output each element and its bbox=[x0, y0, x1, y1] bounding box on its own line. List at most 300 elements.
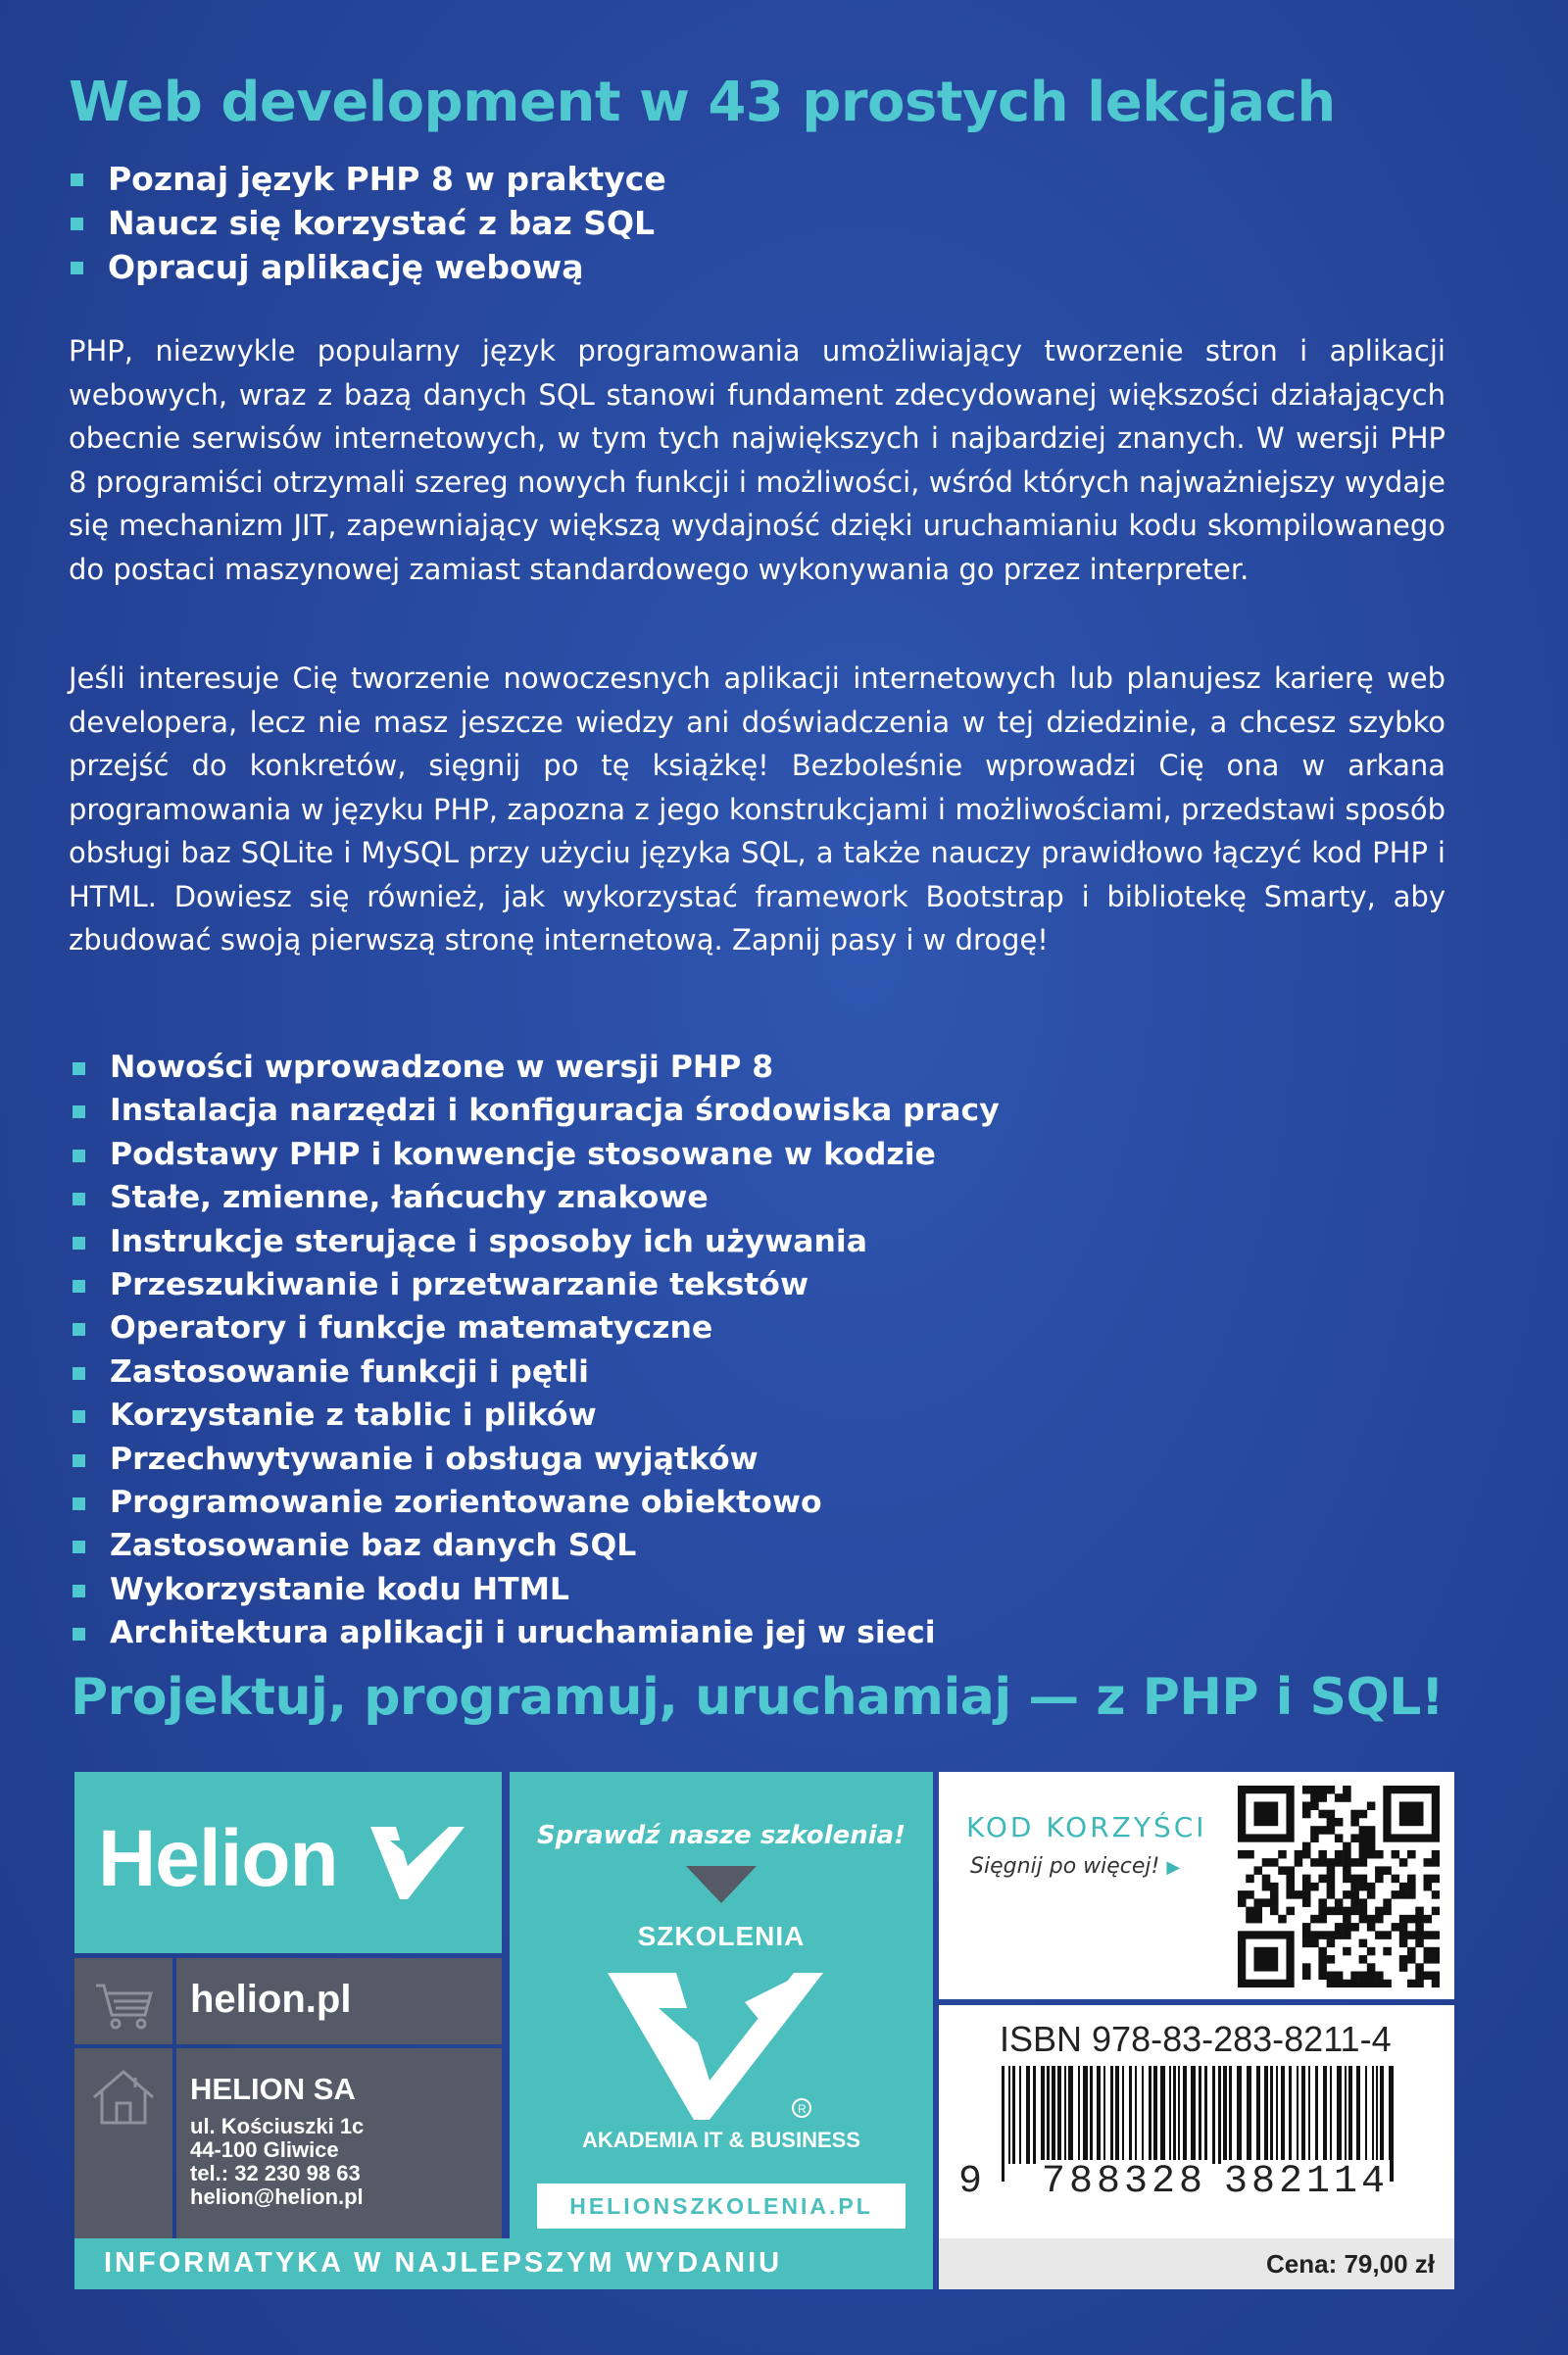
svg-text:R: R bbox=[798, 2102, 807, 2116]
publisher-address bbox=[176, 2048, 502, 2252]
qr-module bbox=[1318, 1972, 1327, 1981]
description-paragraph-1: PHP, niezwykle popularny język programowania umożliwiający tworzenie stron i aplikacji webowych, wraz z bazą danych SQL stanowi fundament zdecydowanej większości działających obecnie serwisów internetowych, w tym tych największych i najbardziej znanych. W wersji PHP 8 programiści otrzymali szereg nowych funkcji i możliwości, wśród których najważniejszy wydaje się mechanizm JIT, zapewniający większą wydajność dzięki uruchamianiu kodu skompilowanego do postaci maszynowej zamiast standardowego wykonywania go przez interpreter. bbox=[69, 334, 1446, 586]
qr-module bbox=[1399, 1858, 1408, 1867]
qr-module bbox=[1318, 1850, 1327, 1859]
list-item: Opracuj aplikację webową bbox=[69, 245, 666, 289]
qr-module bbox=[1327, 1818, 1336, 1827]
qr-module bbox=[1302, 1810, 1311, 1819]
barcode-bar bbox=[1308, 2066, 1310, 2164]
barcode-bar bbox=[1115, 2066, 1119, 2164]
qr-module bbox=[1432, 1858, 1440, 1867]
barcode-bar bbox=[1297, 2066, 1298, 2164]
qr-module bbox=[1302, 1842, 1311, 1851]
barcode-bar bbox=[1356, 2066, 1360, 2164]
benefit-code-box bbox=[939, 1772, 1454, 1999]
qr-module bbox=[1262, 1883, 1271, 1891]
qr-module bbox=[1407, 1875, 1416, 1884]
qr-module bbox=[1295, 1890, 1303, 1899]
qr-module bbox=[1392, 1923, 1400, 1932]
barcode-bar bbox=[1323, 2066, 1327, 2164]
qr-module bbox=[1367, 1850, 1376, 1859]
qr-module bbox=[1432, 1907, 1440, 1916]
qr-module bbox=[1278, 1866, 1287, 1875]
qr-module bbox=[1302, 1850, 1311, 1859]
qr-module bbox=[1350, 1883, 1359, 1891]
qr-module bbox=[1407, 1947, 1416, 1956]
barcode-bar bbox=[1103, 2066, 1105, 2164]
qr-module bbox=[1286, 1907, 1295, 1916]
qr-module bbox=[1407, 1890, 1416, 1899]
qr-module bbox=[1327, 1980, 1336, 1987]
qr-module bbox=[1359, 1972, 1368, 1981]
qr-module bbox=[1399, 1939, 1408, 1948]
qr-module bbox=[1335, 1898, 1344, 1907]
qr-module bbox=[1375, 1907, 1384, 1916]
qr-module bbox=[1367, 1963, 1376, 1972]
qr-module bbox=[1399, 1883, 1408, 1891]
qr-module bbox=[1302, 1923, 1311, 1932]
qr-module bbox=[1270, 1898, 1279, 1907]
qr-module bbox=[1432, 1875, 1440, 1884]
barcode-bar bbox=[1337, 2066, 1342, 2164]
qr-module bbox=[1424, 1883, 1433, 1891]
qr-module bbox=[1407, 1915, 1416, 1924]
qr-module bbox=[1238, 1898, 1247, 1907]
qr-module bbox=[1318, 1826, 1327, 1835]
barcode-bar bbox=[1270, 2066, 1273, 2164]
qr-module bbox=[1302, 1972, 1311, 1981]
barcode-bar bbox=[1247, 2066, 1251, 2164]
qr-module bbox=[1270, 1883, 1279, 1891]
barcode-bar bbox=[1229, 2066, 1232, 2164]
qr-module bbox=[1399, 1931, 1408, 1939]
qr-module bbox=[1318, 1907, 1327, 1916]
qr-module bbox=[1270, 1907, 1279, 1916]
address-street: ul. Kościuszki 1c bbox=[190, 2114, 365, 2138]
isbn-label: ISBN 978-83-283-8211-4 bbox=[1000, 2019, 1392, 2059]
qr-module bbox=[1295, 1850, 1303, 1859]
qr-module bbox=[1246, 1875, 1254, 1884]
list-item: Architektura aplikacji i uruchamianie jej w sieci bbox=[71, 1611, 1000, 1654]
training-url[interactable]: HELIONSZKOLENIA.PL bbox=[537, 2183, 906, 2229]
qr-module bbox=[1367, 1801, 1376, 1810]
qr-module bbox=[1310, 1786, 1319, 1794]
qr-module bbox=[1327, 1931, 1336, 1939]
barcode-bar bbox=[1122, 2066, 1124, 2164]
qr-module bbox=[1286, 1866, 1295, 1875]
list-item: Poznaj język PHP 8 w praktyce bbox=[69, 157, 666, 201]
barcode-bar bbox=[1348, 2066, 1352, 2164]
series-footer bbox=[74, 2238, 933, 2289]
qr-module bbox=[1375, 1866, 1384, 1875]
qr-module bbox=[1327, 1890, 1336, 1899]
qr-module bbox=[1359, 1907, 1368, 1916]
isbn-digits-group-1: 788328 bbox=[1041, 2160, 1207, 2204]
barcode-bar bbox=[1330, 2066, 1332, 2164]
qr-module bbox=[1367, 1947, 1376, 1956]
qr-module bbox=[1253, 1801, 1278, 1826]
qr-module bbox=[1302, 1898, 1311, 1907]
qr-module bbox=[1407, 1931, 1416, 1939]
qr-module bbox=[1343, 1931, 1351, 1939]
training-logo-icon bbox=[608, 1963, 823, 2130]
qr-module bbox=[1310, 1793, 1319, 1802]
qr-module bbox=[1399, 1890, 1408, 1899]
benefit-subtitle-text: Sięgnij po więcej! bbox=[970, 1854, 1160, 1879]
qr-module bbox=[1327, 1907, 1336, 1916]
qr-module bbox=[1238, 1890, 1247, 1899]
qr-module bbox=[1318, 1786, 1327, 1794]
barcode-bar bbox=[1276, 2066, 1278, 2164]
barcode-bar bbox=[1002, 2066, 1004, 2182]
qr-module bbox=[1335, 1818, 1344, 1827]
qr-module bbox=[1415, 1972, 1424, 1981]
list-item: Naucz się korzystać z baz SQL bbox=[69, 201, 666, 245]
qr-module bbox=[1302, 1890, 1311, 1899]
highlights-list bbox=[69, 157, 666, 289]
qr-module bbox=[1302, 1801, 1311, 1810]
barcode-bar bbox=[1090, 2066, 1093, 2164]
qr-module bbox=[1383, 1980, 1392, 1987]
list-item: Przeszukiwanie i przetwarzanie tekstów bbox=[71, 1263, 1000, 1306]
qr-module bbox=[1375, 1931, 1384, 1939]
qr-module bbox=[1383, 1866, 1392, 1875]
benefit-subtitle bbox=[970, 1854, 1180, 1879]
list-item: Programowanie zorientowane obiektowo bbox=[71, 1481, 1000, 1524]
qr-module bbox=[1270, 1858, 1279, 1867]
qr-module bbox=[1350, 1923, 1359, 1932]
qr-module bbox=[1367, 1842, 1376, 1851]
qr-module bbox=[1367, 1883, 1376, 1891]
qr-module bbox=[1278, 1915, 1287, 1924]
qr-module bbox=[1432, 1890, 1440, 1899]
qr-module bbox=[1335, 1834, 1344, 1842]
qr-module bbox=[1415, 1931, 1424, 1939]
barcode-bar bbox=[1019, 2066, 1021, 2164]
qr-module bbox=[1399, 1915, 1408, 1924]
qr-module bbox=[1302, 1939, 1311, 1948]
qr-module bbox=[1359, 1898, 1368, 1907]
qr-module bbox=[1359, 1875, 1368, 1884]
qr-module bbox=[1399, 1955, 1408, 1964]
list-item: Instalacja narzędzi i konfiguracja środowiska pracy bbox=[71, 1089, 1000, 1132]
barcode-bar bbox=[1026, 2066, 1030, 2164]
qr-module bbox=[1310, 1858, 1319, 1867]
qr-module bbox=[1310, 1915, 1319, 1924]
barcode-bar bbox=[1033, 2066, 1036, 2164]
qr-module bbox=[1350, 1818, 1359, 1827]
qr-module bbox=[1407, 1883, 1416, 1891]
qr-module bbox=[1392, 1875, 1400, 1884]
barcode-bar bbox=[1012, 2066, 1015, 2164]
book-title: Web development w 43 prostych lekcjach bbox=[69, 71, 1336, 134]
training-title: SZKOLENIA bbox=[637, 1921, 806, 1951]
qr-module bbox=[1415, 1963, 1424, 1972]
qr-module bbox=[1327, 1875, 1336, 1884]
qr-module bbox=[1432, 1980, 1440, 1987]
address-email: helion@helion.pl bbox=[190, 2184, 364, 2209]
barcode-bar bbox=[1345, 2066, 1347, 2164]
qr-module bbox=[1350, 1898, 1359, 1907]
barcode-bar bbox=[1289, 2066, 1292, 2164]
qr-module bbox=[1375, 1980, 1384, 1987]
barcode-bar bbox=[1281, 2066, 1285, 2164]
barcode-bar bbox=[1223, 2066, 1227, 2164]
list-item: Wykorzystanie kodu HTML bbox=[71, 1568, 1000, 1611]
qr-module bbox=[1383, 1931, 1392, 1939]
qr-module bbox=[1318, 1858, 1327, 1867]
qr-module bbox=[1424, 1915, 1433, 1924]
barcode-bar bbox=[1212, 2066, 1215, 2164]
barcode-bar bbox=[1097, 2066, 1101, 2164]
qr-module bbox=[1318, 1898, 1327, 1907]
qr-module bbox=[1253, 1907, 1262, 1916]
address-city: 44-100 Gliwice bbox=[190, 2137, 339, 2162]
qr-module bbox=[1318, 1793, 1327, 1802]
qr-module bbox=[1432, 1850, 1440, 1859]
barcode-bar bbox=[1047, 2066, 1050, 2164]
qr-module bbox=[1375, 1915, 1384, 1924]
qr-module bbox=[1399, 1801, 1424, 1826]
barcode-bar bbox=[1052, 2066, 1055, 2164]
isbn-digits-group-2: 382114 bbox=[1223, 2160, 1390, 2204]
qr-module bbox=[1424, 1955, 1433, 1964]
qr-module bbox=[1424, 1947, 1433, 1956]
qr-module bbox=[1359, 1858, 1368, 1867]
qr-module bbox=[1253, 1915, 1262, 1924]
qr-module bbox=[1302, 1875, 1311, 1884]
qr-module bbox=[1246, 1907, 1254, 1916]
qr-module bbox=[1350, 1875, 1359, 1884]
list-item: Podstawy PHP i konwencje stosowane w kodzie bbox=[71, 1133, 1000, 1176]
qr-module bbox=[1310, 1931, 1319, 1939]
list-item: Stałe, zmienne, łańcuchy znakowe bbox=[71, 1176, 1000, 1219]
qr-module bbox=[1335, 1907, 1344, 1916]
barcode-bar bbox=[1183, 2066, 1187, 2164]
qr-module bbox=[1359, 1834, 1368, 1842]
down-arrow-icon bbox=[686, 1866, 757, 1905]
barcode-bar bbox=[1149, 2066, 1152, 2164]
qr-module bbox=[1432, 1947, 1440, 1956]
qr-code[interactable] bbox=[1238, 1786, 1440, 1987]
qr-module bbox=[1246, 1850, 1254, 1859]
qr-module bbox=[1343, 1915, 1351, 1924]
qr-module bbox=[1286, 1875, 1295, 1884]
qr-module bbox=[1359, 1826, 1368, 1835]
price-box bbox=[939, 2238, 1454, 2289]
qr-module bbox=[1432, 1955, 1440, 1964]
qr-module bbox=[1318, 1810, 1327, 1819]
price: Cena: 79,00 zł bbox=[1266, 2249, 1435, 2279]
qr-module bbox=[1350, 1834, 1359, 1842]
qr-module bbox=[1407, 1955, 1416, 1964]
barcode-bar bbox=[1301, 2066, 1305, 2164]
list-item: Przechwytywanie i obsługa wyjątków bbox=[71, 1438, 1000, 1481]
shop-url[interactable]: helion.pl bbox=[190, 1978, 352, 2021]
barcode-bar bbox=[1380, 2066, 1384, 2164]
shop-link-box[interactable] bbox=[176, 1958, 502, 2044]
barcode-bar bbox=[1110, 2066, 1113, 2164]
qr-module bbox=[1343, 1947, 1351, 1956]
training-subtitle: AKADEMIA IT & BUSINESS bbox=[582, 2128, 860, 2152]
qr-module bbox=[1432, 1972, 1440, 1981]
qr-module bbox=[1407, 1980, 1416, 1987]
play-arrow-icon: ▶ bbox=[1166, 1857, 1181, 1878]
qr-module bbox=[1343, 1890, 1351, 1899]
qr-module bbox=[1253, 1947, 1278, 1972]
publisher-logo-box bbox=[74, 1772, 502, 1953]
barcode-bar bbox=[1135, 2066, 1137, 2164]
barcode-bar bbox=[1153, 2066, 1157, 2164]
qr-module bbox=[1359, 1915, 1368, 1924]
qr-module bbox=[1295, 1858, 1303, 1867]
barcode-bar bbox=[1237, 2066, 1242, 2164]
qr-module bbox=[1343, 1923, 1351, 1932]
qr-module bbox=[1253, 1866, 1262, 1875]
qr-module bbox=[1335, 1923, 1344, 1932]
qr-module bbox=[1327, 1883, 1336, 1891]
barcode-bar bbox=[1315, 2066, 1318, 2164]
qr-module bbox=[1359, 1842, 1368, 1851]
list-item: Korzystanie z tablic i plików bbox=[71, 1394, 1000, 1437]
qr-module bbox=[1270, 1890, 1279, 1899]
qr-module bbox=[1367, 1972, 1376, 1981]
qr-module bbox=[1383, 1907, 1392, 1916]
qr-module bbox=[1399, 1963, 1408, 1972]
barcode-bar bbox=[1204, 2066, 1207, 2164]
qr-module bbox=[1335, 1793, 1344, 1802]
list-item: Zastosowanie funkcji i pętli bbox=[71, 1350, 1000, 1394]
list-item: Operatory i funkcje matematyczne bbox=[71, 1306, 1000, 1349]
qr-module bbox=[1278, 1850, 1287, 1859]
qr-module bbox=[1327, 1955, 1336, 1964]
description-paragraph-2: Jeśli interesuje Cię tworzenie nowoczesnych aplikacji internetowych lub planujesz karierę web developera, lecz nie masz jeszcze wiedzy ani doświadczenia w tej dziedzinie, a chcesz szybko przejść do konkretów, sięgnij po tę książkę! Bezboleśnie wprowadzi Cię ona w arkana programowania w języku PHP, zapozna z jego konstrukcjami i możliwościami, przedstawi sposób obsługi baz SQLite i MySQL przy użyciu języka SQL, a także nauczy prawidłowo łączyć kod PHP i HTML. Dowiesz się również, jak wykorzystać framework Bootstrap i bibliotekę Smarty, aby zbudować swoją pierwszą stronę internetową. Zapnij pasy i w drogę! bbox=[69, 662, 1446, 957]
qr-module bbox=[1310, 1939, 1319, 1948]
barcode-bar bbox=[1129, 2066, 1132, 2164]
barcode-bar bbox=[1057, 2066, 1061, 2164]
qr-module bbox=[1359, 1850, 1368, 1859]
barcode-bar bbox=[1078, 2066, 1080, 2164]
qr-module bbox=[1424, 1875, 1433, 1884]
topics-list bbox=[71, 1046, 1000, 1655]
qr-module bbox=[1359, 1810, 1368, 1819]
shop-icon-box bbox=[74, 1958, 172, 2044]
qr-module bbox=[1327, 1826, 1336, 1835]
training-promo: Sprawdź nasze szkolenia! bbox=[536, 1821, 906, 1850]
qr-module bbox=[1415, 1980, 1424, 1987]
qr-module bbox=[1302, 1786, 1311, 1794]
qr-module bbox=[1302, 1963, 1311, 1972]
qr-module bbox=[1327, 1810, 1336, 1819]
qr-module bbox=[1318, 1875, 1327, 1884]
barcode-bar bbox=[1178, 2066, 1180, 2164]
qr-module bbox=[1367, 1834, 1376, 1842]
qr-module bbox=[1383, 1947, 1392, 1956]
qr-module bbox=[1392, 1850, 1400, 1859]
qr-module bbox=[1407, 1850, 1416, 1859]
qr-module bbox=[1343, 1858, 1351, 1867]
qr-module bbox=[1343, 1980, 1351, 1987]
home-icon bbox=[74, 2048, 172, 2146]
qr-module bbox=[1359, 1883, 1368, 1891]
qr-module bbox=[1262, 1858, 1271, 1867]
qr-module bbox=[1343, 1842, 1351, 1851]
qr-module bbox=[1399, 1923, 1408, 1932]
barcode-bar bbox=[1142, 2066, 1144, 2164]
qr-module bbox=[1375, 1850, 1384, 1859]
qr-module bbox=[1327, 1858, 1336, 1867]
qr-module bbox=[1343, 1850, 1351, 1859]
benefit-title: KOD KORZYŚCI bbox=[966, 1811, 1207, 1843]
qr-module bbox=[1415, 1939, 1424, 1948]
qr-module bbox=[1302, 1931, 1311, 1939]
barcode-bar bbox=[1068, 2066, 1073, 2164]
qr-module bbox=[1375, 1972, 1384, 1981]
qr-module bbox=[1327, 1939, 1336, 1948]
qr-module bbox=[1253, 1898, 1262, 1907]
barcode-bar bbox=[1372, 2066, 1374, 2164]
qr-module bbox=[1310, 1826, 1319, 1835]
barcode-bar bbox=[1008, 2066, 1010, 2164]
isbn-box bbox=[939, 2005, 1454, 2252]
barcode-bar bbox=[1264, 2066, 1268, 2164]
qr-module bbox=[1367, 1915, 1376, 1924]
qr-module bbox=[1238, 1850, 1247, 1859]
qr-module bbox=[1327, 1972, 1336, 1981]
qr-module bbox=[1343, 1907, 1351, 1916]
address-phone: tel.: 32 230 98 63 bbox=[190, 2161, 361, 2185]
qr-module bbox=[1350, 1907, 1359, 1916]
qr-module bbox=[1262, 1875, 1271, 1884]
qr-module bbox=[1424, 1972, 1433, 1981]
qr-module bbox=[1367, 1826, 1376, 1835]
qr-module bbox=[1383, 1898, 1392, 1907]
qr-module bbox=[1343, 1793, 1351, 1802]
series-tagline: INFORMATYKA W NAJLEPSZYM WYDANIU bbox=[104, 2247, 783, 2279]
qr-module bbox=[1310, 1834, 1319, 1842]
qr-module bbox=[1424, 1931, 1433, 1939]
qr-module bbox=[1335, 1980, 1344, 1987]
qr-module bbox=[1318, 1915, 1327, 1924]
qr-module bbox=[1392, 1890, 1400, 1899]
qr-module bbox=[1302, 1883, 1311, 1891]
barcode-bar bbox=[1365, 2066, 1367, 2164]
barcode-bar bbox=[1256, 2066, 1260, 2164]
qr-module bbox=[1286, 1883, 1295, 1891]
qr-module bbox=[1415, 1923, 1424, 1932]
company-name: HELION SA bbox=[190, 2072, 356, 2106]
qr-module bbox=[1335, 1850, 1344, 1859]
qr-module bbox=[1343, 1866, 1351, 1875]
barcode-bar bbox=[1376, 2066, 1378, 2164]
qr-module bbox=[1367, 1923, 1376, 1932]
cart-icon bbox=[74, 1958, 172, 2044]
barcode-bar bbox=[1064, 2066, 1066, 2164]
barcode-bar bbox=[1173, 2066, 1176, 2164]
list-item: Zastosowanie baz danych SQL bbox=[71, 1524, 1000, 1567]
qr-module bbox=[1246, 1890, 1254, 1899]
qr-module bbox=[1286, 1890, 1295, 1899]
qr-module bbox=[1350, 1858, 1359, 1867]
qr-module bbox=[1335, 1858, 1344, 1867]
training-box bbox=[510, 1772, 933, 2252]
qr-module bbox=[1432, 1931, 1440, 1939]
qr-module bbox=[1335, 1931, 1344, 1939]
qr-module bbox=[1359, 1980, 1368, 1987]
slogan: Projektuj, programuj, uruchamiaj — z PHP i SQL! bbox=[71, 1668, 1445, 1727]
qr-module bbox=[1350, 1890, 1359, 1899]
qr-module bbox=[1310, 1883, 1319, 1891]
